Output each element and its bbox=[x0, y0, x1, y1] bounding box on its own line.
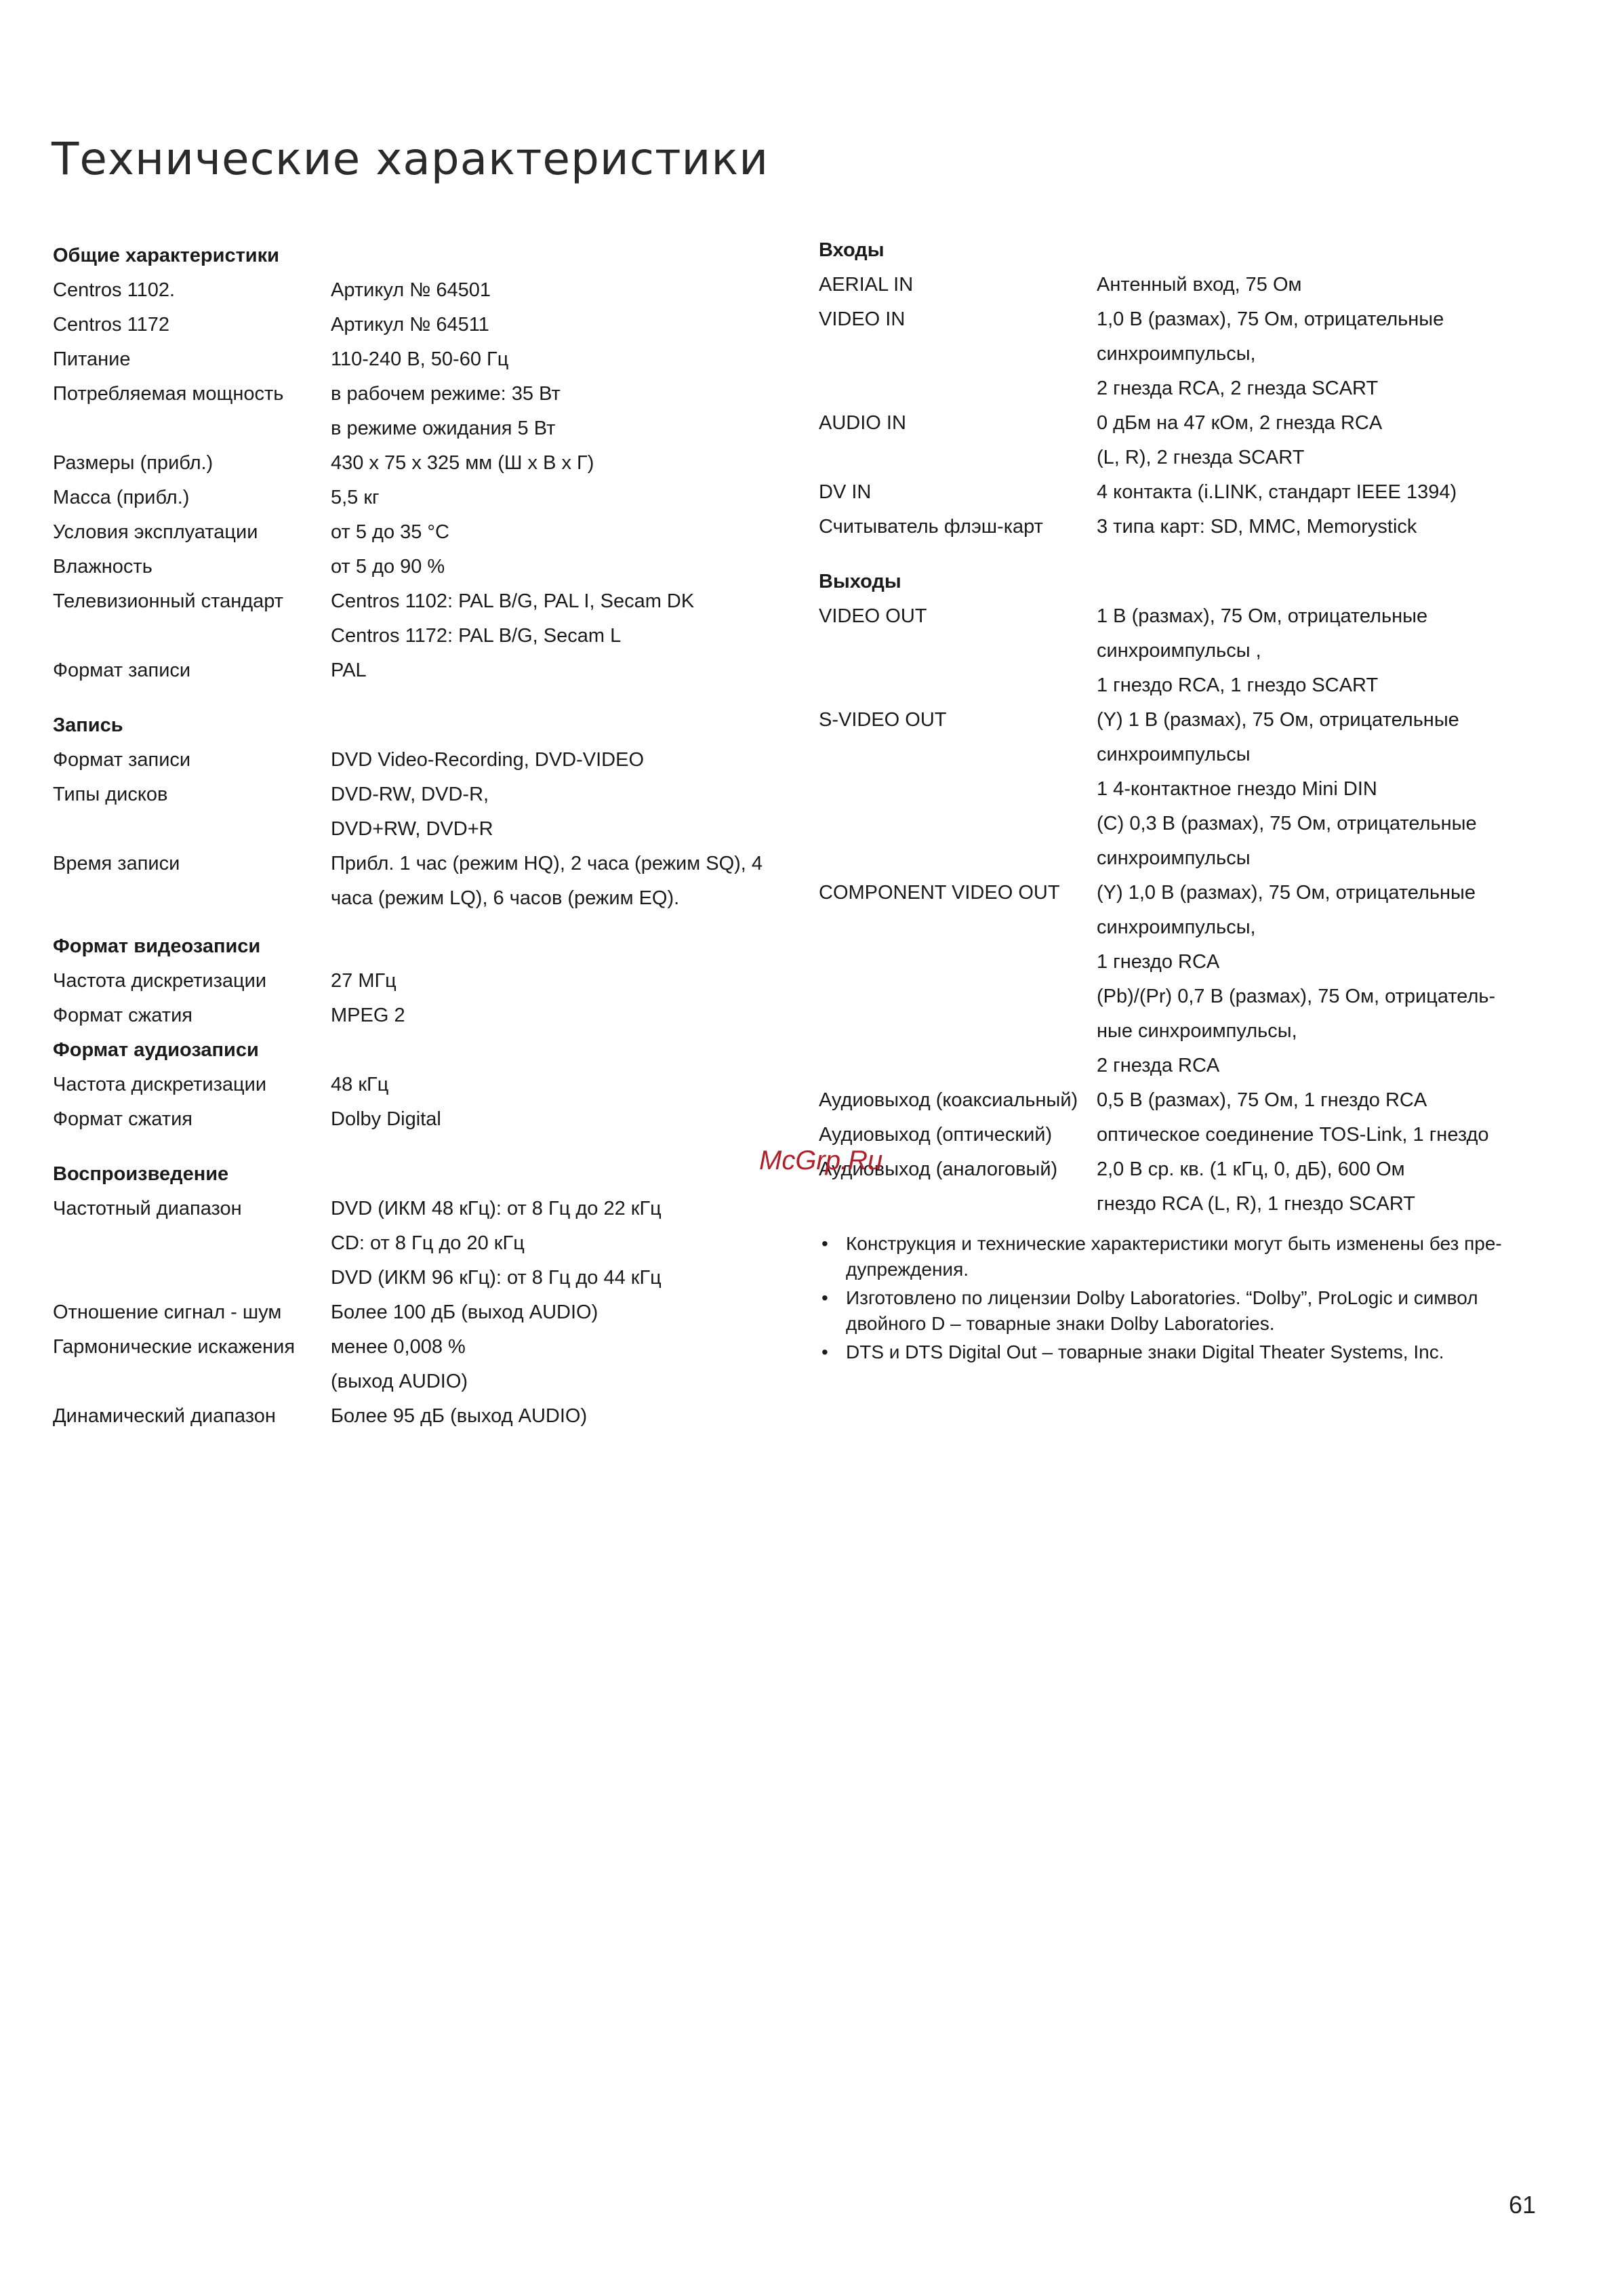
spec-value bbox=[331, 964, 765, 998]
spec-value-line: 110-240 В, 50-60 Гц bbox=[331, 348, 509, 370]
spec-value-line: 2 гнезда RCA, 2 гнезда SCART bbox=[1097, 378, 1379, 399]
spec-value bbox=[331, 653, 765, 688]
spec-value-line: синхроимпульсы , bbox=[1097, 640, 1261, 662]
spec-row bbox=[53, 550, 765, 584]
spec-value-line: PAL bbox=[331, 660, 367, 681]
spec-label: Гармонические искажения bbox=[53, 1336, 296, 1358]
spec-value bbox=[331, 446, 765, 481]
spec-value bbox=[331, 1102, 765, 1137]
section-heading-playback: Воспроизведение bbox=[53, 1163, 229, 1185]
spec-label: Centros 1102. bbox=[53, 279, 176, 301]
spec-value-line: 1 гнездо RCA bbox=[1097, 951, 1220, 973]
spec-row bbox=[53, 1102, 765, 1137]
spec-value-line: оптическое соединение TOS-Link, 1 гнездо bbox=[1097, 1124, 1489, 1146]
spec-label: Питание bbox=[53, 348, 131, 370]
spec-label: Размеры (прибл.) bbox=[53, 452, 214, 474]
spec-row bbox=[819, 268, 1530, 302]
spec-value bbox=[331, 1295, 765, 1330]
spec-list-video-format bbox=[53, 964, 765, 1033]
spec-value-line: синхроимпульсы, bbox=[1097, 916, 1256, 938]
spec-value-line: гнездо RCA (L, R), 1 гнездо SCART bbox=[1097, 1193, 1415, 1215]
spec-value-line: 5,5 кг bbox=[331, 487, 380, 508]
spec-value-line: MPEG 2 bbox=[331, 1005, 405, 1026]
spec-label: Частотный диапазон bbox=[53, 1198, 242, 1219]
spec-value-line: (L, R), 2 гнезда SCART bbox=[1097, 447, 1305, 468]
spec-value-line: 48 кГц bbox=[331, 1074, 389, 1095]
spec-value bbox=[331, 743, 765, 777]
spec-value bbox=[331, 1068, 765, 1102]
spec-value-line: Centros 1172: PAL B/G, Secam L bbox=[331, 625, 622, 647]
spec-value-line: 1 4-контактное гнездо Mini DIN bbox=[1097, 778, 1377, 800]
spec-value bbox=[331, 998, 765, 1033]
spec-value bbox=[1097, 406, 1530, 475]
spec-value-line: синхроимпульсы, bbox=[1097, 343, 1256, 365]
spec-list-record bbox=[53, 743, 765, 916]
spec-value-line: DVD+RW, DVD+R bbox=[331, 818, 493, 840]
spec-value bbox=[331, 1192, 765, 1295]
note-line: Конструкция и технические характеристики могут быть изменены без пре- bbox=[846, 1233, 1502, 1254]
spec-value bbox=[331, 777, 765, 847]
spec-value-line: (Y) 1,0 В (размах), 75 Ом, отрицательные bbox=[1097, 882, 1476, 904]
spec-label: Аудиовыход (оптический) bbox=[819, 1124, 1053, 1146]
spec-value-line: 1,0 В (размах), 75 Ом, отрицательные bbox=[1097, 308, 1444, 330]
spec-label: Масса (прибл.) bbox=[53, 487, 190, 508]
spec-value-line: синхроимпульсы bbox=[1097, 847, 1251, 869]
spec-row bbox=[819, 1152, 1530, 1221]
note-line: DTS и DTS Digital Out – товарные знаки Digital Theater Systems, Inc. bbox=[846, 1341, 1444, 1362]
spec-label: VIDEO IN bbox=[819, 308, 906, 330]
spec-value-line: Артикул № 64511 bbox=[331, 314, 489, 336]
note-item bbox=[819, 1231, 1530, 1282]
spec-row bbox=[53, 342, 765, 377]
note-item bbox=[819, 1339, 1530, 1365]
spec-value-line: DVD (ИКМ 96 кГц): от 8 Гц до 44 кГц bbox=[331, 1267, 662, 1289]
spec-row bbox=[819, 1118, 1530, 1152]
spec-row bbox=[819, 876, 1530, 1083]
spec-value-line: DVD (ИКМ 48 кГц): от 8 Гц до 22 кГц bbox=[331, 1198, 662, 1219]
section-heading-record: Запись bbox=[53, 714, 123, 736]
spec-value-line: в рабочем режиме: 35 Вт bbox=[331, 383, 561, 405]
spec-value bbox=[331, 550, 765, 584]
left-column bbox=[53, 239, 765, 1434]
spec-row bbox=[53, 743, 765, 777]
spec-value bbox=[331, 1330, 765, 1399]
spec-label: Аудиовыход (аналоговый) bbox=[819, 1158, 1058, 1180]
spec-value-line: Более 100 дБ (выход AUDIO) bbox=[331, 1301, 598, 1323]
spec-value bbox=[331, 342, 765, 377]
spec-value-line: 3 типа карт: SD, MMC, Memorystick bbox=[1097, 516, 1417, 538]
spec-value bbox=[1097, 703, 1530, 876]
spec-list-playback bbox=[53, 1192, 765, 1434]
spec-value-line: 0,5 В (размах), 75 Ом, 1 гнездо RCA bbox=[1097, 1089, 1427, 1111]
spec-value-line: 430 x 75 x 325 мм (Ш x В x Г) bbox=[331, 452, 594, 474]
spec-row bbox=[819, 599, 1530, 703]
spec-value bbox=[331, 308, 765, 342]
spec-label: Аудиовыход (коаксиальный) bbox=[819, 1089, 1078, 1111]
spec-value bbox=[331, 481, 765, 515]
spec-list-audio-format bbox=[53, 1068, 765, 1137]
spec-value bbox=[331, 1399, 765, 1434]
spec-list-general bbox=[53, 273, 765, 688]
spec-value-line: ные синхроимпульсы, bbox=[1097, 1020, 1297, 1042]
spec-value-line: 2 гнезда RCA bbox=[1097, 1055, 1220, 1076]
spec-row bbox=[53, 308, 765, 342]
spec-row bbox=[53, 1330, 765, 1399]
section-heading-outputs: Выходы bbox=[819, 571, 901, 592]
spec-value-line: от 5 до 90 % bbox=[331, 556, 445, 578]
spec-value bbox=[1097, 1083, 1530, 1118]
spec-row bbox=[53, 777, 765, 847]
spec-label: Формат сжатия bbox=[53, 1108, 192, 1130]
spec-label: Формат записи bbox=[53, 749, 191, 771]
spec-row bbox=[53, 964, 765, 998]
spec-value-line: Dolby Digital bbox=[331, 1108, 441, 1130]
spec-value-line: синхроимпульсы bbox=[1097, 744, 1251, 765]
spec-label: Centros 1172 bbox=[53, 314, 169, 336]
spec-label: Динамический диапазон bbox=[53, 1405, 276, 1427]
spec-value bbox=[331, 847, 765, 916]
spec-value bbox=[331, 515, 765, 550]
spec-label: Считыватель флэш-карт bbox=[819, 516, 1043, 538]
spec-value bbox=[1097, 268, 1530, 302]
spec-value-line: Более 95 дБ (выход AUDIO) bbox=[331, 1405, 588, 1427]
spec-value bbox=[1097, 510, 1530, 544]
spec-value-line: 1 В (размах), 75 Ом, отрицательные bbox=[1097, 605, 1428, 627]
spec-row bbox=[53, 998, 765, 1033]
section-heading-inputs: Входы bbox=[819, 239, 885, 261]
spec-label: Формат сжатия bbox=[53, 1005, 192, 1026]
spec-row bbox=[819, 475, 1530, 510]
spec-value-line: часа (режим LQ), 6 часов (режим EQ). bbox=[331, 887, 680, 909]
spec-value bbox=[1097, 1118, 1530, 1152]
spec-label: Отношение сигнал - шум bbox=[53, 1301, 282, 1323]
spec-row bbox=[53, 1399, 765, 1434]
spec-row bbox=[53, 653, 765, 688]
section-heading-general: Общие характеристики bbox=[53, 245, 279, 266]
spec-row bbox=[53, 1192, 765, 1295]
spec-value-line: (Pb)/(Pr) 0,7 В (размах), 75 Ом, отрицатель- bbox=[1097, 986, 1496, 1007]
spec-value bbox=[1097, 475, 1530, 510]
spec-value-line: менее 0,008 % bbox=[331, 1336, 466, 1358]
note-line: Изготовлено по лицензии Dolby Laboratories. “Dolby”, ProLogic и символ bbox=[846, 1287, 1478, 1308]
spec-label: S-VIDEO OUT bbox=[819, 709, 947, 731]
spec-value-line: 27 МГц bbox=[331, 970, 397, 992]
spec-value-line: DVD Video-Recording, DVD-VIDEO bbox=[331, 749, 645, 771]
watermark: McGrp.Ru bbox=[759, 1146, 883, 1175]
spec-value-line: Прибл. 1 час (режим HQ), 2 часа (режим SQ), 4 bbox=[331, 853, 763, 874]
spec-row bbox=[53, 481, 765, 515]
spec-label: AERIAL IN bbox=[819, 274, 914, 296]
spec-value bbox=[1097, 1152, 1530, 1221]
spec-value-line: 1 гнездо RCA, 1 гнездо SCART bbox=[1097, 674, 1379, 696]
spec-label: COMPONENT VIDEO OUT bbox=[819, 882, 1060, 904]
spec-value-line: CD: от 8 Гц до 20 кГц bbox=[331, 1232, 525, 1254]
spec-row bbox=[53, 847, 765, 916]
spec-label: Влажность bbox=[53, 556, 153, 578]
spec-row bbox=[819, 703, 1530, 876]
spec-value-line: 2,0 В ср. кв. (1 кГц, 0, дБ), 600 Ом bbox=[1097, 1158, 1405, 1180]
spec-label: Частота дискретизации bbox=[53, 1074, 267, 1095]
spec-row bbox=[819, 510, 1530, 544]
spec-row bbox=[53, 1068, 765, 1102]
spec-label: VIDEO OUT bbox=[819, 605, 927, 627]
spec-value-line: в режиме ожидания 5 Вт bbox=[331, 418, 556, 439]
spec-value-line: (выход AUDIO) bbox=[331, 1371, 468, 1392]
spec-value-line: (Y) 1 В (размах), 75 Ом, отрицательные bbox=[1097, 709, 1459, 731]
spec-label: Формат записи bbox=[53, 660, 191, 681]
spec-value-line: DVD-RW, DVD-R, bbox=[331, 784, 489, 805]
bullet-icon: • bbox=[821, 1233, 828, 1254]
spec-row bbox=[53, 515, 765, 550]
spec-value-line: 0 дБм на 47 кОм, 2 гнезда RCA bbox=[1097, 412, 1383, 434]
spec-label: AUDIO IN bbox=[819, 412, 906, 434]
note-line: двойного D – товарные знаки Dolby Laboratories. bbox=[846, 1313, 1275, 1334]
spec-list-outputs bbox=[819, 599, 1530, 1221]
spec-value bbox=[331, 584, 765, 653]
spec-label: Время записи bbox=[53, 853, 180, 874]
spec-value bbox=[331, 273, 765, 308]
spec-row bbox=[819, 406, 1530, 475]
spec-value bbox=[331, 377, 765, 446]
spec-row bbox=[53, 1295, 765, 1330]
spec-value-line: Centros 1102: PAL B/G, PAL I, Secam DK bbox=[331, 590, 695, 612]
note-line: дупреждения. bbox=[846, 1259, 969, 1280]
section-heading-audio-format: Формат аудиозаписи bbox=[53, 1039, 259, 1061]
spec-label: Частота дискретизации bbox=[53, 970, 267, 992]
spec-label: DV IN bbox=[819, 481, 872, 503]
spec-value-line: Артикул № 64501 bbox=[331, 279, 491, 301]
notes-list bbox=[819, 1231, 1530, 1365]
spec-value-line: 4 контакта (i.LINK, стандарт IEEE 1394) bbox=[1097, 481, 1457, 503]
spec-value-line: Антенный вход, 75 Ом bbox=[1097, 274, 1302, 296]
spec-list-inputs bbox=[819, 268, 1530, 544]
spec-row bbox=[53, 273, 765, 308]
spec-value-line: (C) 0,3 В (размах), 75 Ом, отрицательные bbox=[1097, 813, 1477, 834]
page-title: Технические характеристики bbox=[52, 133, 769, 185]
bullet-icon: • bbox=[821, 1287, 828, 1308]
spec-value bbox=[1097, 876, 1530, 1083]
note-item bbox=[819, 1285, 1530, 1337]
spec-row bbox=[819, 302, 1530, 406]
section-heading-video-format: Формат видеозаписи bbox=[53, 935, 261, 957]
spec-row bbox=[53, 446, 765, 481]
spec-row bbox=[53, 584, 765, 653]
spec-label: Потребляемая мощность bbox=[53, 383, 284, 405]
page-number: 61 bbox=[1509, 2191, 1537, 2219]
bullet-icon: • bbox=[821, 1341, 828, 1362]
spec-label: Типы дисков bbox=[53, 784, 168, 805]
spec-row bbox=[819, 1083, 1530, 1118]
right-column bbox=[819, 233, 1530, 1384]
spec-value bbox=[1097, 302, 1530, 406]
spec-label: Телевизионный стандарт bbox=[53, 590, 284, 612]
spec-value-line: от 5 до 35 °С bbox=[331, 521, 449, 543]
spec-value bbox=[1097, 599, 1530, 703]
spec-row bbox=[53, 377, 765, 446]
spec-label: Условия эксплуатации bbox=[53, 521, 258, 543]
